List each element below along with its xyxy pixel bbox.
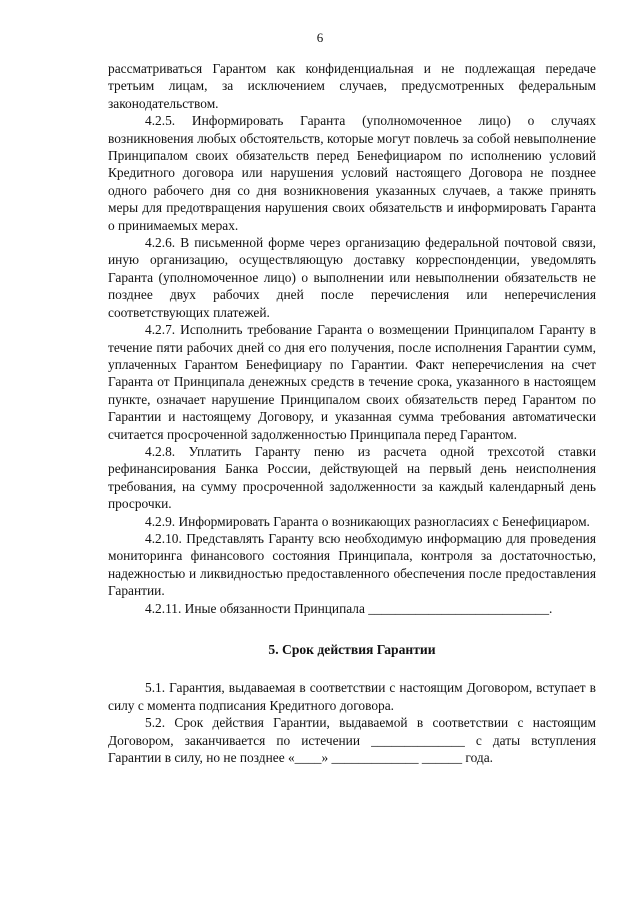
paragraph-4-2-10: 4.2.10. Представлять Гаранту всю необходимую информацию для проведения мониторинга финансового состояния Принципала, контроля за достаточностью, надежностью и ликвидностью предоставленного обеспечения после предоставления Гарантии. bbox=[108, 530, 596, 599]
paragraph-continuation: рассматриваться Гарантом как конфиденциальная и не подлежащая передаче третьим лицам, за исключением случаев, предусмотренных федеральным законодательством. bbox=[108, 61, 596, 111]
paragraph-4-2-11: 4.2.11. Иные обязанности Принципала ___________________________. bbox=[145, 600, 553, 616]
page-number: 6 bbox=[316, 30, 324, 45]
section-5-heading: 5. Срок действия Гарантии bbox=[268, 642, 436, 657]
paragraph-5-2: 5.2. Срок действия Гарантии, выдаваемой в соответствии с настоящим Договором, заканчивается по истечении ______________ с даты вступления Гарантии в силу, но не позднее «____» _____________ ______ года. bbox=[108, 715, 596, 766]
paragraph-4-2-7: 4.2.7. Исполнить требование Гаранта о возмещении Принципалом Гаранту в течение пяти рабочих дней со дня его получения, после исполнения Гарантии сумм, уплаченных Гарантом Бенефициару по Гарантии. Факт неперечисления на счет Гаранта от Принципала денежных средств в течение срока, указанного в настоящем пункте, означает нарушение Принципалом своих обязательств перед Гарантом по Гарантии и настоящему Договору, и указанная сумма требования автоматически считается просроченной задолженностью Принципала перед Гарантом. bbox=[108, 322, 596, 442]
paragraph-4-2-8: 4.2.8. Уплатить Гаранту пеню из расчета одной трехсотой ставки рефинансирования Банка России, действующей на первый день неисполнения требования, на сумму просроченной задолженности за каждый календарный день просрочки. bbox=[108, 443, 596, 512]
paragraph-4-2-5: 4.2.5. Информировать Гаранта (уполномоченное лицо) о случаях возникновения любых обстоятельств, которые могут повлечь за собой невыполнение Принципалом своих обязательств перед Бенефициаром по исполнению условий Кредитного договора или нарушения условий настоящего Договора не позднее одного рабочего дня со дня возникновения указанных случаев, а также принять меры для предотвращения нарушения своих обязательств и информировать Гаранта о принимаемых мерах. bbox=[108, 113, 596, 233]
paragraph-4-2-6: 4.2.6. В письменной форме через организацию федеральной почтовой связи, иную организацию, осуществляющую доставку корреспонденции, уведомлять Гаранта (уполномоченное лицо) о выполнении или невыполнении обязательств не позднее двух рабочих дней после перечисления или неперечисления соответствующих платежей. bbox=[108, 235, 596, 320]
paragraph-4-2-9: 4.2.9. Информировать Гаранта о возникающих разногласиях с Бенефициаром. bbox=[145, 513, 590, 529]
paragraph-5-1: 5.1. Гарантия, выдаваемая в соответствии с настоящим Договором, вступает в силу с момента подписания Кредитного договора. bbox=[108, 680, 596, 713]
document-body bbox=[108, 60, 596, 766]
